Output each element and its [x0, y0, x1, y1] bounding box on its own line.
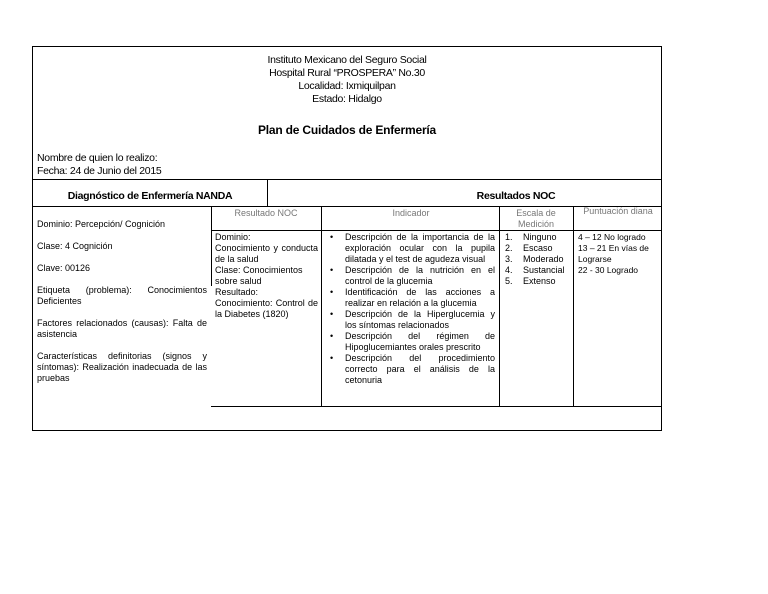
locality: Localidad: Ixmiquilpan: [298, 80, 396, 92]
escala-list: [503, 232, 571, 287]
nanda-factores: Factores relacionados (causas): Falta de asistencia: [37, 318, 207, 339]
column-header-separator: [267, 179, 268, 206]
puntuacion-cell: [578, 232, 660, 276]
nanda-dominio: Dominio: Percepción/ Cognición: [37, 219, 166, 229]
list-item: 4. Sustancial: [505, 265, 565, 275]
document-header: [33, 47, 661, 179]
escala-col-right-border: [573, 206, 574, 407]
list-item: • Descripción de la nutrición en el control de la glucemia: [325, 265, 495, 287]
list-item: • Descripción del procedimiento correcto para el análisis de la cetonuria: [325, 353, 495, 386]
resultado-noc-subheader: Resultado NOC: [234, 208, 298, 218]
nanda-diagnosis: [37, 219, 207, 395]
column-header-divider: [33, 206, 661, 207]
list-item: 5. Extenso: [505, 276, 556, 286]
nanda-column-header: Diagnóstico de Enfermería NANDA: [67, 190, 233, 202]
resultado-value: Conocimiento: Control de la Diabetes (1820): [215, 298, 318, 319]
indicador-subheader: Indicador: [392, 208, 430, 218]
puntuacion-subheader: Puntuación diana: [583, 206, 653, 216]
puntuacion-range-2: 13 – 21 En vías de Lograrse: [578, 243, 649, 264]
author-label: Nombre de quien lo realizo:: [37, 152, 158, 164]
escala-subheader: Escala de Medición: [516, 208, 556, 229]
resultado-noc-cell: [215, 232, 318, 320]
puntuacion-range-1: 4 – 12 No logrado: [578, 232, 646, 242]
resultado-label: Resultado:: [215, 287, 259, 297]
date-label: Fecha: 24 de Junio del 2015: [37, 165, 162, 177]
plan-title: Plan de Cuidados de Enfermería: [257, 123, 437, 137]
resultado-dominio-label: Dominio:: [215, 232, 251, 242]
resultado-dominio-value: Conocimiento y conducta de la salud: [215, 243, 318, 264]
nanda-caracteristicas: Características definitorias (signos y síntomas): Realización inadecuada de las pruebas: [37, 351, 207, 383]
subheader-divider: [211, 230, 661, 231]
list-item: • Identificación de las acciones a realizar en relación a la glucemia: [325, 287, 495, 309]
indicador-list: [325, 232, 495, 386]
indicador-col-right-border: [499, 206, 500, 407]
puntuacion-range-3: 22 - 30 Logrado: [578, 265, 639, 275]
institution-name: Instituto Mexicano del Seguro Social: [267, 54, 427, 66]
list-item: • Descripción de la importancia de la exploración ocular con la pupila dilatada y el test de agudeza visual: [325, 232, 495, 265]
escala-cell: [503, 232, 571, 287]
header-divider: [33, 179, 661, 180]
list-item: 2. Escaso: [505, 243, 553, 253]
list-item: • Descripción de la Hiperglucemia y los síntomas relacionados: [325, 309, 495, 331]
noc-column-header: Resultados NOC: [476, 190, 556, 202]
nanda-etiqueta: Etiqueta (problema): Conocimientos Deficientes: [37, 285, 207, 306]
list-item: • Descripción del régimen de Hipoglucemiantes orales prescrito: [325, 331, 495, 353]
nanda-clase: Clase: 4 Cognición: [37, 241, 113, 251]
noc-bottom-border: [211, 406, 661, 407]
indicador-cell: [325, 232, 495, 386]
list-item: 3. Moderado: [505, 254, 564, 264]
resultado-clase: Clase: Conocimientos sobre salud: [215, 265, 303, 286]
state: Estado: Hidalgo: [312, 93, 382, 105]
resultado-col-left-border: [211, 206, 212, 286]
list-item: 1. Ninguno: [505, 232, 557, 242]
nanda-clave: Clave: 00126: [37, 263, 91, 273]
resultado-col-right-border: [321, 206, 322, 407]
hospital-name: Hospital Rural “PROSPERA” No.30: [269, 67, 425, 79]
care-plan-document: [32, 46, 662, 431]
